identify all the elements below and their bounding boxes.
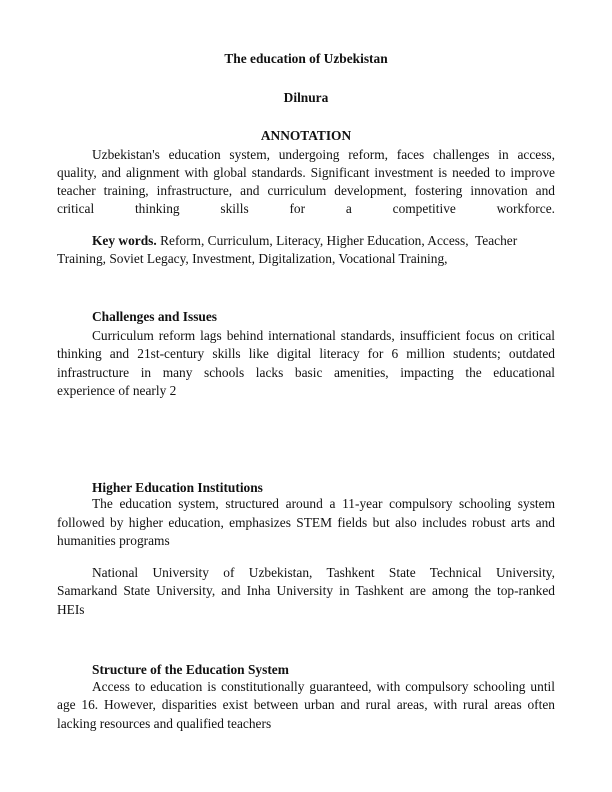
keywords-line [92, 232, 555, 250]
higher-ed-line: Samarkand State University, and Inha University in Tashkent are among the top-ranked [57, 583, 555, 598]
author-name: Dilnura [283, 90, 329, 105]
challenges-line: infrastructure in many schools lacks basic amenities, impacting the educational [57, 365, 555, 380]
section-heading-challenges: Challenges and Issues [92, 309, 218, 324]
structure-line: Access to education is constitutionally guaranteed, with compulsory schooling until [92, 679, 555, 694]
document-title: The education of Uzbekistan [224, 51, 388, 66]
structure-line: age 16. However, disparities exist between urban and rural areas, with rural areas often [57, 697, 555, 712]
annotation-line: quality, and alignment with global standards. Significant investment is needed to improve [57, 165, 555, 180]
keywords-label: Key words. [92, 233, 157, 248]
higher-ed-line: The education system, structured around a 11-year compulsory schooling system [92, 496, 555, 511]
annotation-line: critical thinking skills for a competitive workforce. [57, 201, 555, 216]
higher-ed-line: followed by higher education, emphasizes STEM fields but also includes robust arts and [57, 515, 555, 530]
keywords-list: Reform, Curriculum, Literacy, Higher Education, Access, Teacher [156, 233, 518, 248]
structure-line: lacking resources and qualified teachers [57, 716, 272, 731]
annotation-heading: ANNOTATION [260, 128, 352, 143]
challenges-line: thinking and 21st-century skills like digital literacy for 6 million students; outdated [57, 346, 555, 361]
annotation-line: teacher training, infrastructure, and curriculum development, fostering innovation and [57, 183, 555, 198]
annotation-line: Uzbekistan's education system, undergoing reform, faces challenges in access, [92, 147, 555, 162]
challenges-line: Curriculum reform lags behind international standards, insufficient focus on critical [92, 328, 555, 343]
section-heading-higher-ed: Higher Education Institutions [92, 480, 263, 495]
section-heading-structure: Structure of the Education System [92, 662, 289, 677]
higher-ed-line: humanities programs [57, 533, 170, 548]
higher-ed-line: HEIs [57, 602, 85, 617]
keywords-line: Training, Soviet Legacy, Investment, Digitalization, Vocational Training, [57, 251, 448, 266]
higher-ed-line: National University of Uzbekistan, Tashkent State Technical University, [92, 565, 555, 580]
challenges-line: experience of nearly 2 [57, 383, 177, 398]
